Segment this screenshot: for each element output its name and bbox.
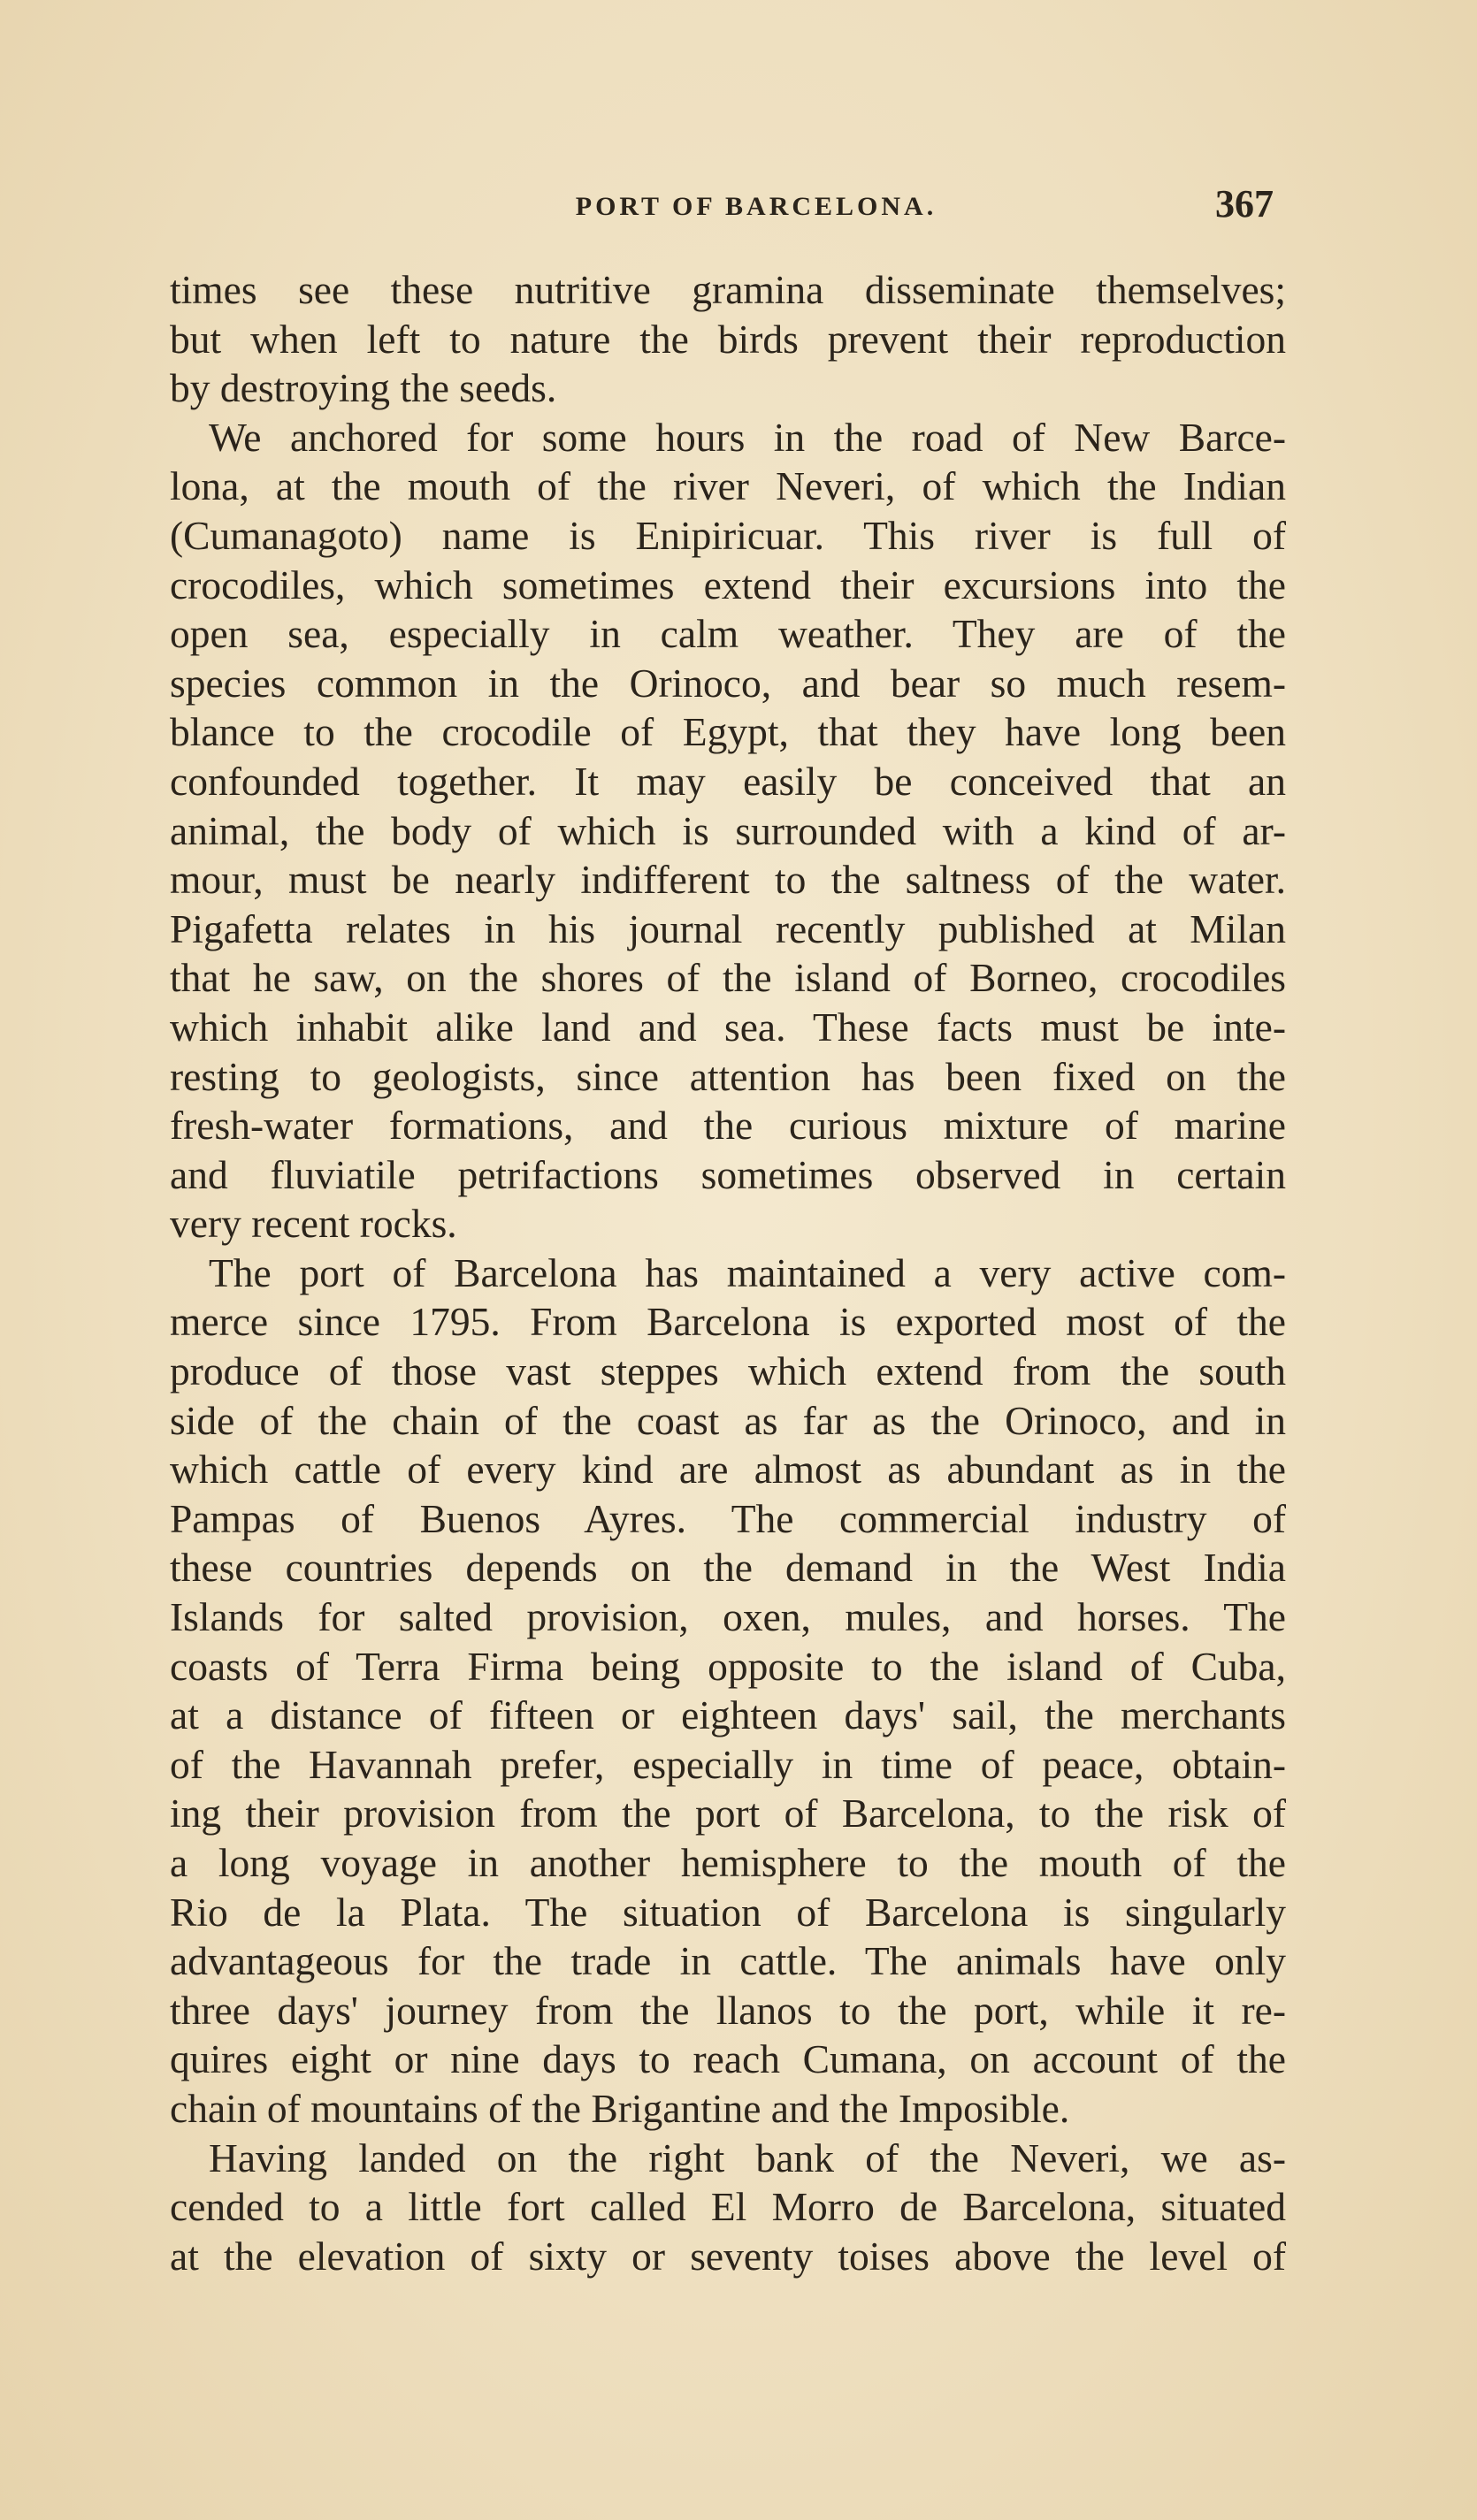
text-line: very recent rocks.	[170, 1201, 457, 1247]
text-line: species common in the Orinoco, and bear so much resem-	[170, 660, 1286, 706]
text-line: coasts of Terra Firma being opposite to the island of Cuba,	[170, 1643, 1286, 1689]
text-line: Pampas of Buenos Ayres. The commercial industry of	[170, 1495, 1286, 1541]
text-line: lona, at the mouth of the river Neveri, of which the Indian	[170, 463, 1286, 509]
text-line: that he saw, on the shores of the island of Borneo, crocodiles	[170, 955, 1286, 1001]
text-line: these countries depends on the demand in the West India	[170, 1545, 1286, 1591]
paragraph-start-line: We anchored for some hours in the road of New Barce-	[209, 414, 1286, 460]
text-line: fresh-water formations, and the curious mixture of marine	[170, 1103, 1286, 1149]
text-line: Rio de la Plata. The situation of Barcelona is singularly	[170, 1889, 1286, 1935]
text-line: at the elevation of sixty or seventy toises above the level of	[170, 2233, 1286, 2279]
text-line: Pigafetta relates in his journal recently published at Milan	[170, 905, 1286, 951]
text-line: of the Havannah prefer, especially in time of peace, obtain-	[170, 1741, 1286, 1787]
text-line: merce since 1795. From Barcelona is exported most of the	[170, 1299, 1286, 1345]
text-line: quires eight or nine days to reach Cumana, on account of the	[170, 2036, 1286, 2082]
body-text	[170, 265, 1286, 2280]
text-line: chain of mountains of the Brigantine and the Imposible.	[170, 2085, 1070, 2131]
text-line: confounded together. It may easily be conceived that an	[170, 758, 1286, 804]
text-line: but when left to nature the birds prevent their reproduction	[170, 316, 1286, 362]
page-header	[0, 181, 1477, 234]
text-line: produce of those vast steppes which extend from the south	[170, 1348, 1286, 1394]
running-head: PORT OF BARCELONA.	[575, 192, 937, 221]
text-line: three days' journey from the llanos to the port, while it re-	[170, 1987, 1286, 2033]
text-line: open sea, especially in calm weather. They are of the	[170, 611, 1286, 657]
paragraph-start-line: The port of Barcelona has maintained a very active com-	[209, 1249, 1286, 1295]
text-line: mour, must be nearly indifferent to the saltness of the water.	[170, 857, 1286, 903]
text-line: (Cumanagoto) name is Enipiricuar. This river is full of	[170, 512, 1286, 558]
text-line: blance to the crocodile of Egypt, that they have long been	[170, 709, 1286, 755]
text-line: by destroying the seeds.	[170, 365, 557, 411]
paragraph-start-line: Having landed on the right bank of the Neveri, we as-	[209, 2134, 1286, 2180]
text-line: a long voyage in another hemisphere to the mouth of the	[170, 1840, 1286, 1885]
text-line: and fluviatile petrifactions sometimes observed in certain	[170, 1151, 1286, 1197]
text-line: advantageous for the trade in cattle. The animals have only	[170, 1938, 1286, 1984]
text-line: side of the chain of the coast as far as the Orinoco, and in	[170, 1397, 1286, 1443]
text-line: which inhabit alike land and sea. These facts must be inte-	[170, 1004, 1286, 1050]
text-line: cended to a little fort called El Morro de Barcelona, situated	[170, 2184, 1286, 2230]
text-line: ing their provision from the port of Barcelona, to the risk of	[170, 1791, 1286, 1837]
text-line: crocodiles, which sometimes extend their excursions into the	[170, 561, 1286, 607]
text-line: Islands for salted provision, oxen, mules, and horses. The	[170, 1594, 1286, 1640]
text-line: at a distance of fifteen or eighteen days' sail, the merchants	[170, 1692, 1286, 1738]
text-line: which cattle of every kind are almost as abundant as in the	[170, 1447, 1286, 1493]
text-line: animal, the body of which is surrounded with a kind of ar-	[170, 807, 1286, 853]
text-line: resting to geologists, since attention has been fixed on the	[170, 1053, 1286, 1099]
text-line: times see these nutritive gramina disseminate themselves;	[170, 267, 1286, 312]
page-number: 367	[1215, 182, 1274, 225]
